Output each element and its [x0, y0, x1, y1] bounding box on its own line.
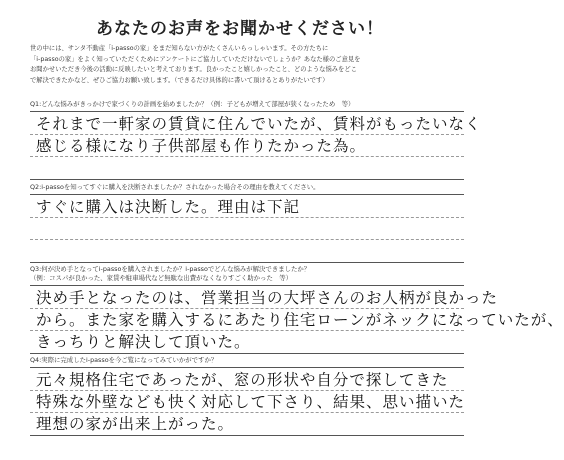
answer-1-line-2: 感じる様になり子供部屋も作りたかった為。 — [36, 137, 367, 155]
answer-3-line-3: きっちりと解決して頂いた。 — [36, 333, 251, 351]
answer-4-box — [30, 367, 464, 436]
answer-rule — [30, 308, 464, 309]
answer-4-line-2: 特殊な外壁なども快く対応して下さり、結果、思い描いた — [36, 393, 466, 411]
answer-2-line-1: すぐに購入は決断した。理由は下記 — [36, 198, 301, 216]
answer-1-box — [30, 111, 482, 180]
page-title: あなたのお声をお聞かせください！ — [96, 19, 384, 39]
intro-text: 世の中には、サンタ不動産「i-passoの家」をまだ知らない方がたくさんいらっしゃいます。その方たちに 「i-passoの家」をよく知っていただくためにアンケートにご協力していただけないでしょうか？あなた様のご意見を お聞かせいただき今後の活動に反映したいと考えております。良かったこと嬉しかったこと、どのような悩みをどこ で解決できたかなど、ぜひご協力お願い致します。（できるだけ具体的に書いて頂けるとありがたいです） — [30, 45, 361, 84]
answer-rule — [30, 239, 464, 240]
answer-rule — [30, 390, 464, 391]
question-1-label: Q1:どんな悩みがきっかけで家づくりの計画を始めましたか？（例：子どもが増えて部屋が狭くなったため 等） — [30, 100, 355, 108]
answer-3-line-2: から。また家を購入するにあたり住宅ローンがネックになっていたが、 — [36, 311, 564, 329]
answer-2-box — [30, 194, 464, 263]
question-3-label: Q3:何が決め手となってi-passoを購入されましたか？i-passoでどんな悩みが解決できましたか？ — [30, 265, 311, 273]
question-2-label: Q2:i-passoを知ってすぐに購入を決断されましたか？されなかった場合その理由を教えてください。 — [30, 183, 320, 191]
answer-rule — [30, 217, 464, 218]
question-3-example: （例：コスパが良かった、家賃や駐車場代など無駄な出費がなくなりすごく助かった 等） — [30, 274, 293, 282]
answer-3-line-1: 決め手となったのは、営業担当の大坪さんのお人柄が良かった — [36, 289, 499, 307]
answer-4-line-3: 理想の家が出来上がった。 — [36, 415, 235, 433]
answer-rule — [30, 412, 464, 413]
answer-1-line-1: それまで一軒家の賃貸に住んでいたが、賃料がもったいなく — [36, 115, 482, 133]
answer-rule — [30, 330, 464, 331]
answer-rule — [30, 156, 464, 157]
answer-rule — [30, 134, 464, 135]
question-4-label: Q4:実際に完成したi-passoを今ご覧になってみていかがですか？ — [30, 356, 218, 364]
answer-4-line-1: 元々規格住宅であったが、窓の形状や自分で探してきた — [36, 371, 449, 389]
answer-3-box — [30, 285, 564, 354]
